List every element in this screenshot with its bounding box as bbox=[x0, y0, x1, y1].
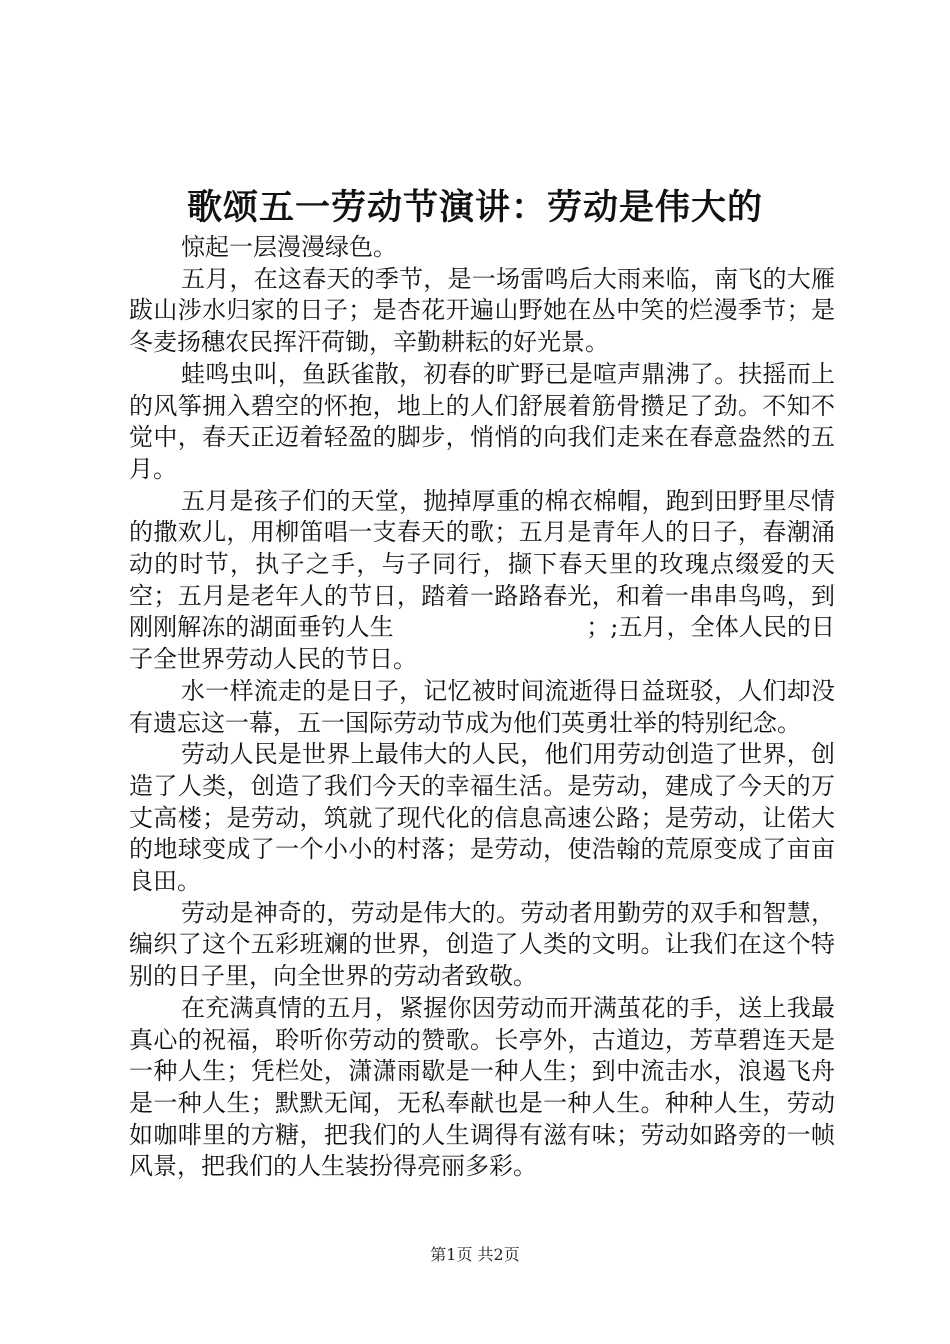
paragraph: 劳动是神奇的，劳动是伟大的。劳动者用勤劳的双手和智慧，编织了这个五彩班斓的世界，创造了人类的文明。让我们在这个特别的日子里，向全世界的劳动者致敬。 bbox=[129, 898, 835, 991]
paragraph: 蛙鸣虫叫，鱼跃雀散，初春的旷野已是喧声鼎沸了。扶摇而上的风筝拥入碧空的怀抱，地上的人们舒展着筋骨攒足了劲。不知不觉中，春天正迈着轻盈的脚步，悄悄的向我们走来在春意盎然的五月。 bbox=[129, 359, 835, 483]
paragraph: 水一样流走的是日子，记忆被时间流逝得日益斑驳，人们却没有遗忘这一幕，五一国际劳动节成为他们英勇壮举的特别纪念。 bbox=[129, 676, 835, 737]
document-body bbox=[129, 232, 835, 1183]
paragraph: 劳动人民是世界上最伟大的人民，他们用劳动创造了世界，创造了人类，创造了我们今天的幸福生活。是劳动，建成了今天的万丈高楼；是劳动，筑就了现代化的信息高速公路；是劳动，让偌大的地球变成了一个小小的村落；是劳动，使浩翰的荒原变成了亩亩良田。 bbox=[129, 740, 835, 896]
document-title: 歌颂五一劳动节演讲：劳动是伟大的 bbox=[186, 187, 763, 228]
paragraph: 在充满真情的五月，紧握你因劳动而开满茧花的手，送上我最真心的祝福，聆听你劳动的赞歌。长亭外，古道边，芳草碧连天是一种人生；凭栏处，潇潇雨歇是一种人生；到中流击水，浪遏飞舟是一种人生；默默无闻，无私奉献也是一种人生。种种人生，劳动如咖啡里的方糖，把我们的人生调得有滋有味；劳动如路旁的一帧风景，把我们的人生装扮得亮丽多彩。 bbox=[129, 993, 835, 1181]
page-footer: 第1页 共2页 bbox=[430, 1245, 520, 1264]
paragraph: 五月，在这春天的季节，是一场雷鸣后大雨来临，南飞的大雁跋山涉水归家的日子；是杏花开遍山野她在丛中笑的烂漫季节；是冬麦扬穗农民挥汗荷锄，辛勤耕耘的好光景。 bbox=[129, 264, 835, 357]
paragraph: 五月是孩子们的天堂，抛掉厚重的棉衣棉帽，跑到田野里尽情的撒欢儿，用柳笛唱一支春天的歌；五月是青年人的日子，春潮涌动的时节，执子之手，与子同行，撷下春天里的玫瑰点缀爱的天空；五月是老年人的节日，踏着一路路春光，和着一串串鸟鸣，到刚刚解冻的湖面垂钓人生 ；;五月，全体人民的日子全世界劳动人民的节日。 bbox=[129, 486, 835, 674]
paragraph: 惊起一层漫漫绿色。 bbox=[181, 233, 397, 261]
